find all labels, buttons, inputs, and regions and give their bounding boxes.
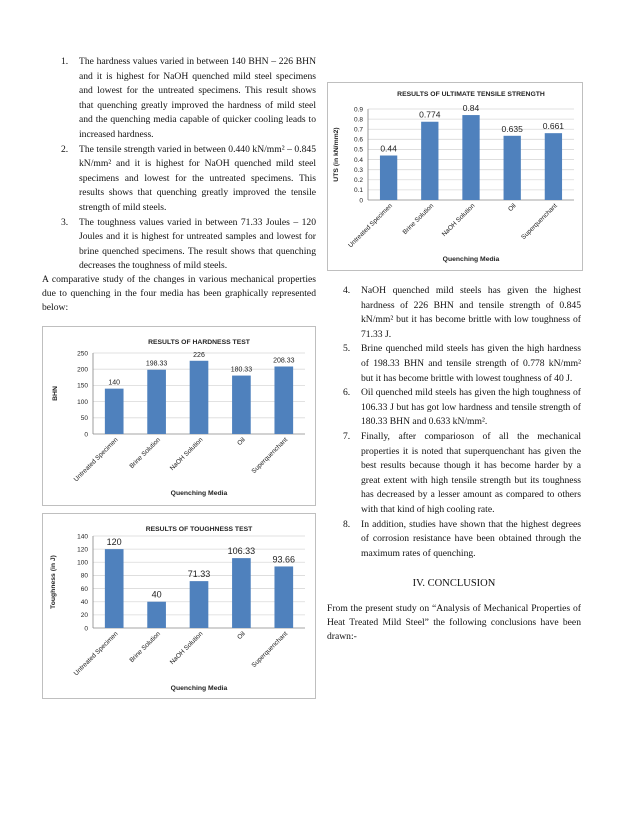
y-tick-label: 200 — [77, 366, 88, 374]
y-tick-label: 0.6 — [353, 136, 363, 144]
bar — [232, 558, 251, 628]
bar — [105, 389, 124, 434]
data-label: 208.33 — [273, 357, 295, 365]
item-text: The hardness values varied in between 140 BHN – 226 BHN and it is highest for NaOH quenched mild steel specimens and lowest for the untreated specimens. This result shows that quenching greatly improved the hardness of mild steel and the quenching media capable of quicker cooling leads to increased hardness. — [79, 56, 316, 140]
item-number: 7. — [343, 430, 351, 442]
bar — [421, 122, 438, 200]
y-tick-label: 250 — [77, 350, 88, 358]
item-number: 6. — [343, 387, 351, 399]
toughness-chart-svg — [43, 514, 315, 698]
x-axis-label: Quenching Media — [442, 256, 500, 263]
y-tick-label: 0 — [84, 431, 88, 439]
bar — [274, 367, 293, 434]
comparative-paragraph: A comparative study of the changes in various mechanical properties due to quenching in the four media has been graphically represented below: — [42, 274, 316, 313]
y-tick-label: 0.4 — [353, 156, 363, 164]
bar — [462, 115, 479, 200]
uts-chart — [327, 82, 583, 271]
y-tick-label: 50 — [80, 415, 88, 423]
list-item — [343, 430, 581, 518]
hardness-chart — [42, 326, 316, 506]
y-axis-label: Toughness (in J) — [50, 555, 57, 609]
item-number: 2. — [61, 143, 69, 155]
x-tick-label: Brine Solution — [128, 630, 163, 665]
bar — [504, 136, 521, 200]
y-tick-label: 80 — [80, 572, 88, 580]
item-number: 5. — [343, 343, 351, 355]
item-text: The toughness values varied in between 71.33 Joules – 120 Joules and it is highest for untreated samples and lowest for brine quenched specimens. The result shows that quenching decreases the toughness of mild steels. — [79, 216, 316, 272]
y-tick-label: 0.5 — [353, 146, 363, 154]
data-label: 0.44 — [380, 143, 397, 154]
data-label: 0.635 — [501, 123, 523, 134]
bar — [380, 156, 397, 200]
x-tick-label: Oil — [236, 630, 247, 642]
y-axis-label: UTS (in kN/mm2) — [333, 127, 340, 182]
y-tick-label: 60 — [80, 585, 88, 593]
hardness-chart-svg — [43, 327, 315, 505]
x-tick-label: Superquenchant — [250, 436, 290, 476]
x-axis-label: Quenching Media — [170, 685, 228, 692]
bar — [105, 549, 124, 628]
x-tick-label: NaOH Solution — [168, 436, 205, 473]
y-tick-label: 0.9 — [353, 106, 363, 114]
list-item — [343, 342, 581, 386]
data-label: 93.66 — [272, 554, 296, 565]
chart-title: RESULTS OF TOUGHNESS TEST — [145, 526, 253, 533]
list-item — [343, 284, 581, 342]
x-tick-label: Oil — [236, 436, 247, 448]
item-text: NaOH quenched mild steels has given the highest hardness of 226 BHN and tensile strength of 0.845 kN/mm² but it has become brittle with low toughness of 71.33 J. — [361, 285, 581, 340]
y-tick-label: 150 — [77, 382, 88, 390]
chart-title: RESULTS OF ULTIMATE TENSILE STRENGTH — [397, 91, 545, 98]
x-tick-label: Superquenchant — [250, 630, 290, 670]
data-label: 71.33 — [187, 569, 211, 580]
x-tick-label: NaOH Solution — [168, 630, 205, 667]
y-tick-label: 0 — [84, 625, 88, 633]
item-text: In addition, studies have shown that the highest degrees of corrosion resistance have been obtained through the maximum rates of quenching. — [361, 518, 581, 559]
list-item — [343, 386, 581, 430]
data-label: 40 — [151, 589, 162, 600]
data-label: 120 — [106, 537, 122, 548]
data-label: 106.33 — [227, 546, 256, 557]
y-axis-label: BHN — [52, 386, 59, 401]
y-tick-label: 0 — [359, 197, 363, 205]
y-tick-label: 120 — [77, 546, 88, 554]
bar — [545, 133, 562, 200]
x-tick-label: Superquenchant — [520, 202, 559, 242]
item-text: Oil quenched mild steels has given the high toughness of 106.33 J but has got low hardness and tensile strength of 180.33 BHN and 0.633 kN/mm². — [361, 387, 581, 428]
y-tick-label: 100 — [77, 398, 88, 406]
list-item — [61, 216, 316, 274]
x-tick-label: NaOH Solution — [440, 202, 477, 239]
list-item — [343, 518, 581, 562]
item-number: 8. — [343, 518, 351, 530]
bar — [190, 361, 209, 434]
item-text: Finally, after comparioson of all the mechanical properties it is noted that superquenchant has given the best results because though it has become harder by a great extent with high tensile strength but its toughness has decreased by a lesser amount as compared to others with that kind of high cooling rate. — [361, 430, 581, 515]
data-label: 0.661 — [542, 121, 565, 132]
y-tick-label: 40 — [80, 599, 88, 607]
x-tick-label: Oil — [507, 202, 518, 214]
data-label: 140 — [108, 379, 121, 387]
uts-chart-svg — [328, 83, 582, 270]
x-tick-label: Untreated Specimen — [347, 202, 395, 250]
data-label: 0.774 — [419, 109, 441, 120]
y-tick-label: 140 — [77, 533, 88, 541]
y-tick-label: 0.7 — [353, 126, 363, 134]
y-tick-label: 0.8 — [353, 116, 363, 124]
y-tick-label: 20 — [80, 612, 88, 620]
data-label: 0.84 — [462, 103, 480, 114]
data-label: 226 — [193, 351, 205, 359]
y-tick-label: 0.1 — [353, 187, 363, 195]
intro-findings-list — [61, 55, 316, 274]
bar — [274, 566, 293, 628]
findings-list — [343, 284, 581, 561]
list-item — [61, 143, 316, 216]
x-tick-label: Brine Solution — [128, 436, 163, 471]
x-axis-label: Quenching Media — [170, 490, 228, 497]
conclusion-paragraph: From the present study on “Analysis of Mechanical Properties of Heat Treated Mild Steel” the following conclusions have been drawn:- — [327, 603, 581, 642]
data-label: 198.33 — [145, 360, 168, 368]
item-text: Brine quenched mild steels has given the high hardness of 198.33 BHN and tensile strength of 0.778 kN/mm² but it has become brittle with lowest toughness of 40 J. — [361, 343, 581, 384]
data-label: 180.33 — [230, 366, 253, 374]
toughness-chart — [42, 513, 316, 699]
x-tick-label: Brine Solution — [401, 202, 436, 237]
conclusion-heading: IV. CONCLUSION — [412, 578, 496, 589]
x-tick-label: Untreated Specimen — [72, 436, 120, 484]
chart-title: RESULTS OF HARDNESS TEST — [148, 339, 250, 346]
list-item — [61, 55, 316, 143]
bar — [147, 602, 166, 628]
y-tick-label: 100 — [77, 559, 88, 567]
item-number: 4. — [343, 285, 351, 296]
item-number: 3. — [61, 216, 69, 228]
item-number: 1. — [61, 56, 69, 67]
y-tick-label: 0.3 — [353, 166, 363, 174]
x-tick-label: Untreated Specimen — [72, 630, 120, 678]
item-text: The tensile strength varied in between 0.440 kN/mm² – 0.845 kN/mm² and it is highest for NaOH quenched mild steel specimens and lowest for the untreated specimens. This results shows that quenching greatly improved the tensile strength of mild steels. — [79, 143, 316, 213]
y-tick-label: 0.2 — [353, 177, 363, 185]
bar — [147, 370, 166, 434]
bar — [190, 581, 209, 628]
bar — [232, 376, 251, 434]
